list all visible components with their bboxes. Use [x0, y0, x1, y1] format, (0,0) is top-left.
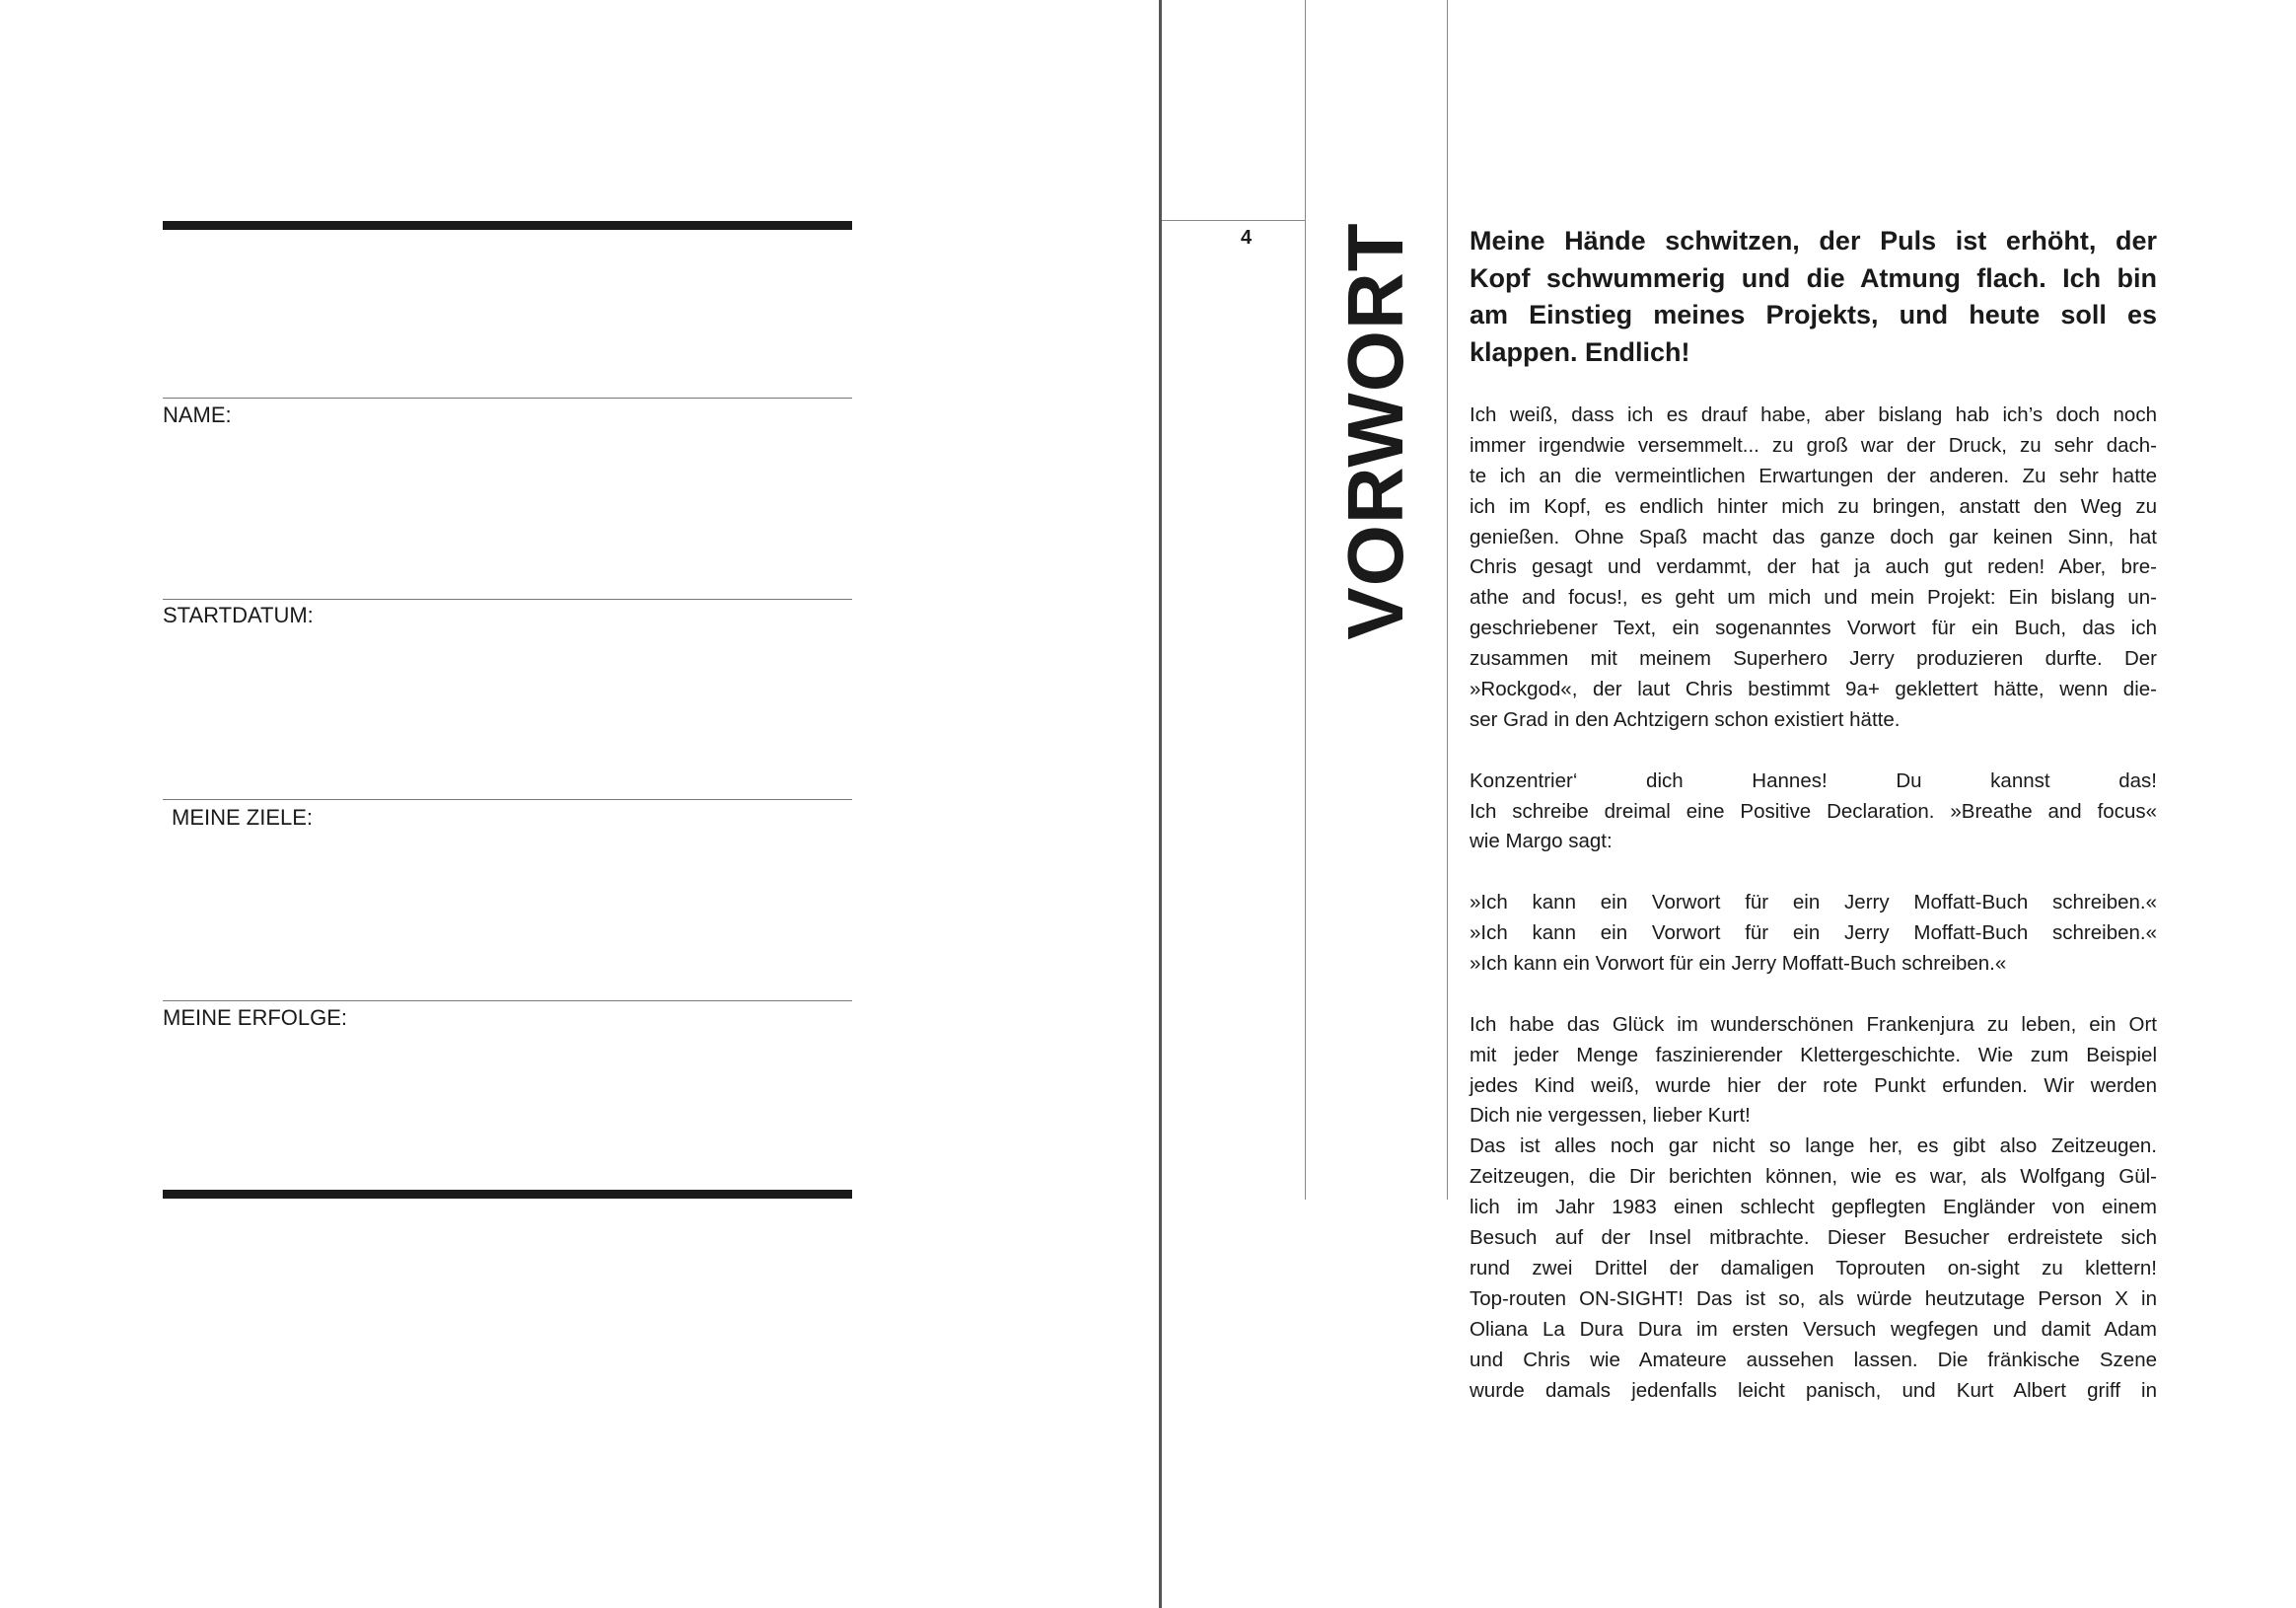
page-number-rule [1162, 220, 1305, 221]
lead-paragraph [1470, 223, 2157, 371]
text-line: »Ich kann ein Vorwort für ein Jerry Moffatt-Buch schreiben.« [1470, 921, 2157, 945]
text-line: Konzentrier‘ dich Hannes! Du kannst das! [1470, 768, 2157, 792]
text-line: Ich schreibe dreimal eine Positive Declaration. »Breathe and focus« [1470, 799, 2157, 823]
text-line: Top-routen ON-SIGHT! Das ist so, als würde heutzutage Person X in [1470, 1286, 2157, 1310]
paragraph [1470, 888, 2157, 980]
text-line: wie Margo sagt: [1470, 830, 1613, 853]
text-line: Dich nie vergessen, lieber Kurt! [1470, 1104, 1751, 1128]
text-line: »Ich kann ein Vorwort für ein Jerry Moffatt-Buch schreiben.« [1470, 891, 2157, 914]
lead-line: Meine Hände schwitzen, der Puls ist erhöht, der [1470, 226, 2157, 256]
text-line: te ich an die vermeintlichen Erwartungen der anderen. Zu sehr hatte [1470, 464, 2157, 487]
text-line: rund zwei Drittel der damaligen Toprouten on-sight zu klettern! [1470, 1256, 2157, 1279]
text-line: und Chris wie Amateure aussehen lassen. Die fränkische Szene [1470, 1348, 2157, 1371]
text-line: »Rockgod«, der laut Chris bestimmt 9a+ geklettert hätte, wenn die- [1470, 678, 2157, 701]
page-number: 4 [1241, 227, 1253, 249]
text-line: Ich weiß, dass ich es drauf habe, aber bislang hab ich’s doch noch [1470, 403, 2157, 426]
text-line: athe and focus!, es geht um mich und mein Projekt: Ein bislang un- [1470, 586, 2157, 610]
text-line: mit jeder Menge faszinierender Klettergeschichte. Wie zum Beispiel [1470, 1043, 2157, 1066]
field-label-ziele: MEINE ZIELE: [172, 805, 314, 830]
text-line: ich im Kopf, es endlich hinter mich zu bringen, anstatt den Weg zu [1470, 494, 2157, 518]
text-line: immer irgendwie versemmelt... zu groß war der Druck, zu sehr dach- [1470, 433, 2157, 457]
text-line: genießen. Ohne Spaß macht das ganze doch gar keinen Sinn, hat [1470, 525, 2157, 548]
field-line-erfolge [163, 1000, 852, 1001]
title-column-right-rule [1447, 0, 1448, 1200]
lead-line: klappen. Endlich! [1470, 336, 1690, 367]
text-line: Besuch auf der Insel mitbrachte. Dieser Besucher erdreistete sich [1470, 1226, 2157, 1250]
bottom-rule [163, 1190, 852, 1199]
lead-line: am Einstieg meines Projekts, und heute soll es [1470, 300, 2157, 329]
text-line: jedes Kind weiß, wurde hier der rote Punkt erfunden. Wir werden [1470, 1073, 2157, 1097]
field-label-erfolge: MEINE ERFOLGE: [163, 1005, 348, 1030]
field-line-startdatum [163, 599, 852, 600]
book-spine [1159, 0, 1162, 1608]
field-line-name [163, 398, 852, 399]
paragraph-gap [1470, 736, 2157, 767]
text-line: ser Grad in den Achtzigern schon existiert hätte. [1470, 707, 1901, 731]
top-rule [163, 221, 852, 230]
paragraph-gap [1470, 857, 2157, 888]
paragraph-gap [1470, 980, 2157, 1010]
text-line: wurde damals jedenfalls leicht panisch, und Kurt Albert griff in [1470, 1378, 2157, 1402]
text-line: Chris gesagt und verdammt, der hat ja auch gut reden! Aber, bre- [1470, 555, 2157, 579]
title-column-left-rule [1305, 0, 1306, 1200]
section-title: VORWORT [1331, 222, 1419, 640]
lead-line: Kopf schwummerig und die Atmung flach. Ich bin [1470, 262, 2157, 293]
text-line: zusammen mit meinem Superhero Jerry produzieren durfte. Der [1470, 647, 2157, 671]
text-line: geschriebener Text, ein sogenanntes Vorwort für ein Buch, das ich [1470, 617, 2157, 640]
paragraph [1470, 1010, 2157, 1133]
field-line-ziele [163, 799, 852, 800]
field-label-startdatum: STARTDATUM: [163, 603, 314, 627]
text-line: Zeitzeugen, die Dir berichten können, wie es war, als Wolfgang Gül- [1470, 1165, 2157, 1189]
text-line: Oliana La Dura Dura im ersten Versuch wegfegen und damit Adam [1470, 1317, 2157, 1341]
field-label-name: NAME: [163, 402, 232, 427]
text-line: lich im Jahr 1983 einen schlecht gepflegten Engländer von einem [1470, 1196, 2157, 1219]
text-line: »Ich kann ein Vorwort für ein Jerry Moffatt-Buch schreiben.« [1470, 952, 2007, 976]
body-text [1470, 401, 2157, 1406]
paragraph [1470, 767, 2157, 858]
paragraph [1470, 1132, 2157, 1406]
paragraph [1470, 401, 2157, 736]
text-line: Das ist alles noch gar nicht so lange her, es gibt also Zeitzeugen. [1470, 1134, 2157, 1158]
text-line: Ich habe das Glück im wunderschönen Frankenjura zu leben, ein Ort [1470, 1012, 2157, 1036]
